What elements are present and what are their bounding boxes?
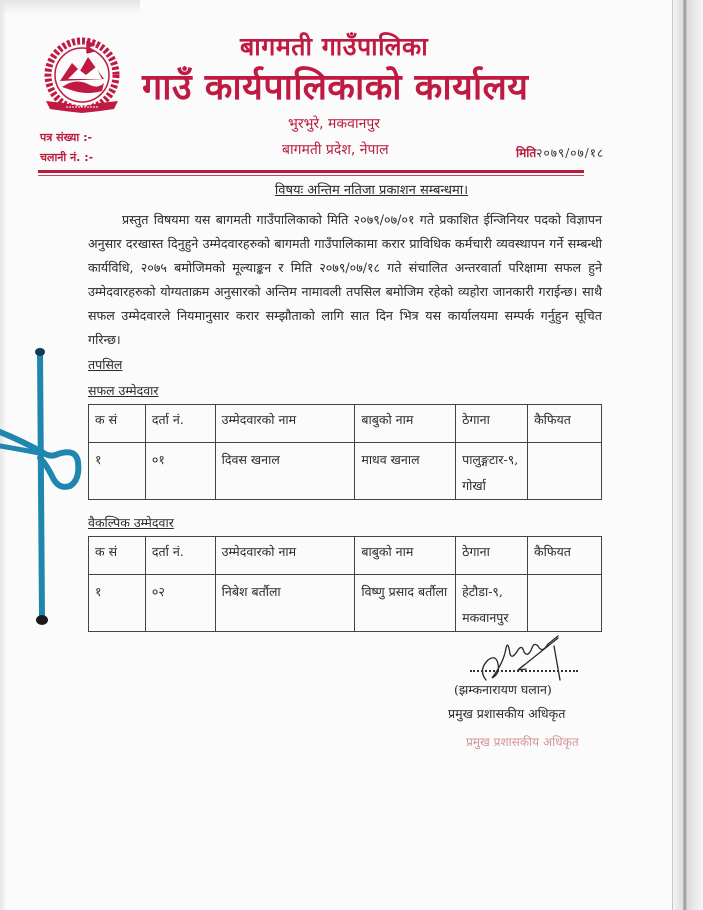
column-header: ठेगाना: [456, 405, 528, 443]
column-header: ठेगाना: [456, 537, 528, 575]
dispatch-number-label: चलानी नं. :-: [40, 151, 94, 164]
nepal-emblem-icon: [40, 33, 124, 117]
alternate-candidates-table: [88, 536, 602, 632]
registration-number-cell: ०१: [145, 443, 215, 500]
column-header: दर्ता नं.: [145, 405, 215, 443]
binding-thread: [0, 340, 84, 630]
selected-candidates-heading: सफल उम्मेदवार: [88, 383, 159, 398]
table-header-row: [89, 405, 602, 443]
date-label: मिति: [516, 146, 537, 160]
column-header: कैफियत: [528, 405, 602, 443]
alternate-candidates-heading: वैकल्पिक उम्मेदवार: [88, 515, 174, 530]
header-divider-thin: [38, 175, 584, 176]
column-header: उम्मेदवारको नाम: [215, 405, 355, 443]
column-header: क सं: [89, 537, 146, 575]
column-header: क सं: [89, 405, 146, 443]
official-stamp: प्रमुख प्रशासकीय अधिकृत: [466, 735, 579, 749]
organization-name: बागमती गाउँपालिका: [240, 32, 429, 61]
serial-number-cell: १: [89, 575, 146, 632]
candidate-name-cell: दिवस खनाल: [215, 443, 355, 500]
signature-line: [470, 670, 578, 672]
candidate-name-cell: निबेश बर्तौला: [215, 575, 355, 632]
page-stack-edge: [672, 0, 703, 910]
table-header-row: [89, 537, 602, 575]
office-name: गाउँ कार्यपालिकाको कार्यालय: [142, 67, 529, 108]
column-header: कैफियत: [528, 537, 602, 575]
address-cell: हेटौडा-९, मकवानपुर: [456, 575, 528, 632]
column-header: उम्मेदवारको नाम: [215, 537, 355, 575]
details-heading: तपसिल: [88, 357, 123, 372]
reference-number-label: पत्र संख्या :-: [40, 131, 93, 144]
header-divider: [38, 170, 584, 173]
table-row: [89, 443, 602, 500]
subject-line: [0, 182, 703, 200]
column-header: दर्ता नं.: [145, 537, 215, 575]
signer-title: प्रमुख प्रशासकीय अधिकृत: [448, 706, 566, 721]
selected-candidates-table: [88, 404, 602, 500]
remarks-cell: [528, 443, 602, 500]
subject-text: विषयः अन्तिम नतिजा प्रकाशन सम्बन्धमा।: [274, 183, 469, 198]
address-line-1: भुरभुरे, मकवानपुर: [288, 116, 381, 132]
address-line-2: बागमती प्रदेश, नेपाल: [282, 142, 389, 158]
signature-block: [440, 680, 610, 752]
table-row: [89, 575, 602, 632]
registration-number-cell: ०२: [145, 575, 215, 632]
signer-name: (झम्कनारायण घलान): [454, 682, 552, 697]
father-name-cell: विष्णु प्रसाद बर्तौला: [355, 575, 456, 632]
column-header: बाबुको नाम: [355, 537, 456, 575]
body-paragraph: प्रस्तुत विषयमा यस बागमती गाउँपालिकाको मिति २०७९/०७/०१ गते प्रकाशित ईन्जिनियर पदको विज्ञापन अनुसार दरखास्त दिनुहुने उम्मेदवारहरुको बागमती गाउँपालिकामा करार प्राविधिक कर्मचारी व्यवस्थापन गर्ने सम्बन्धी कार्यविधि, २०७५ बमोजिमको मूल्याङ्कन र मिति २०७९/०७/१८ गते संचालित अन्तरवार्ता परिक्षामा सफल हुने उम्मेदवारहरुको योग्यताक्रम अनुसारको अन्तिम नामावली तपसिल बमोजिम रहेको व्यहोरा जानकारी गराईन्छ। साथै सफल उम्मेदवारले नियमानुसार करार सम्झौताको लागि सात दिन भित्र यस कार्यालयमा सम्पर्क गर्नुहुन सूचित गरिन्छ।: [88, 212, 602, 347]
letter-reference-block: [40, 130, 93, 166]
address-block: [270, 114, 440, 160]
column-header: बाबुको नाम: [355, 405, 456, 443]
father-name-cell: माधव खनाल: [355, 443, 456, 500]
date-value: २०७९/०७/१८: [536, 146, 605, 160]
remarks-cell: [528, 575, 602, 632]
letter-date: [516, 144, 604, 162]
scan-shadow: [0, 0, 140, 14]
address-cell: पालुङ्गटार-९, गोर्खा: [456, 443, 528, 500]
serial-number-cell: १: [89, 443, 146, 500]
handwritten-signature: [458, 632, 578, 684]
